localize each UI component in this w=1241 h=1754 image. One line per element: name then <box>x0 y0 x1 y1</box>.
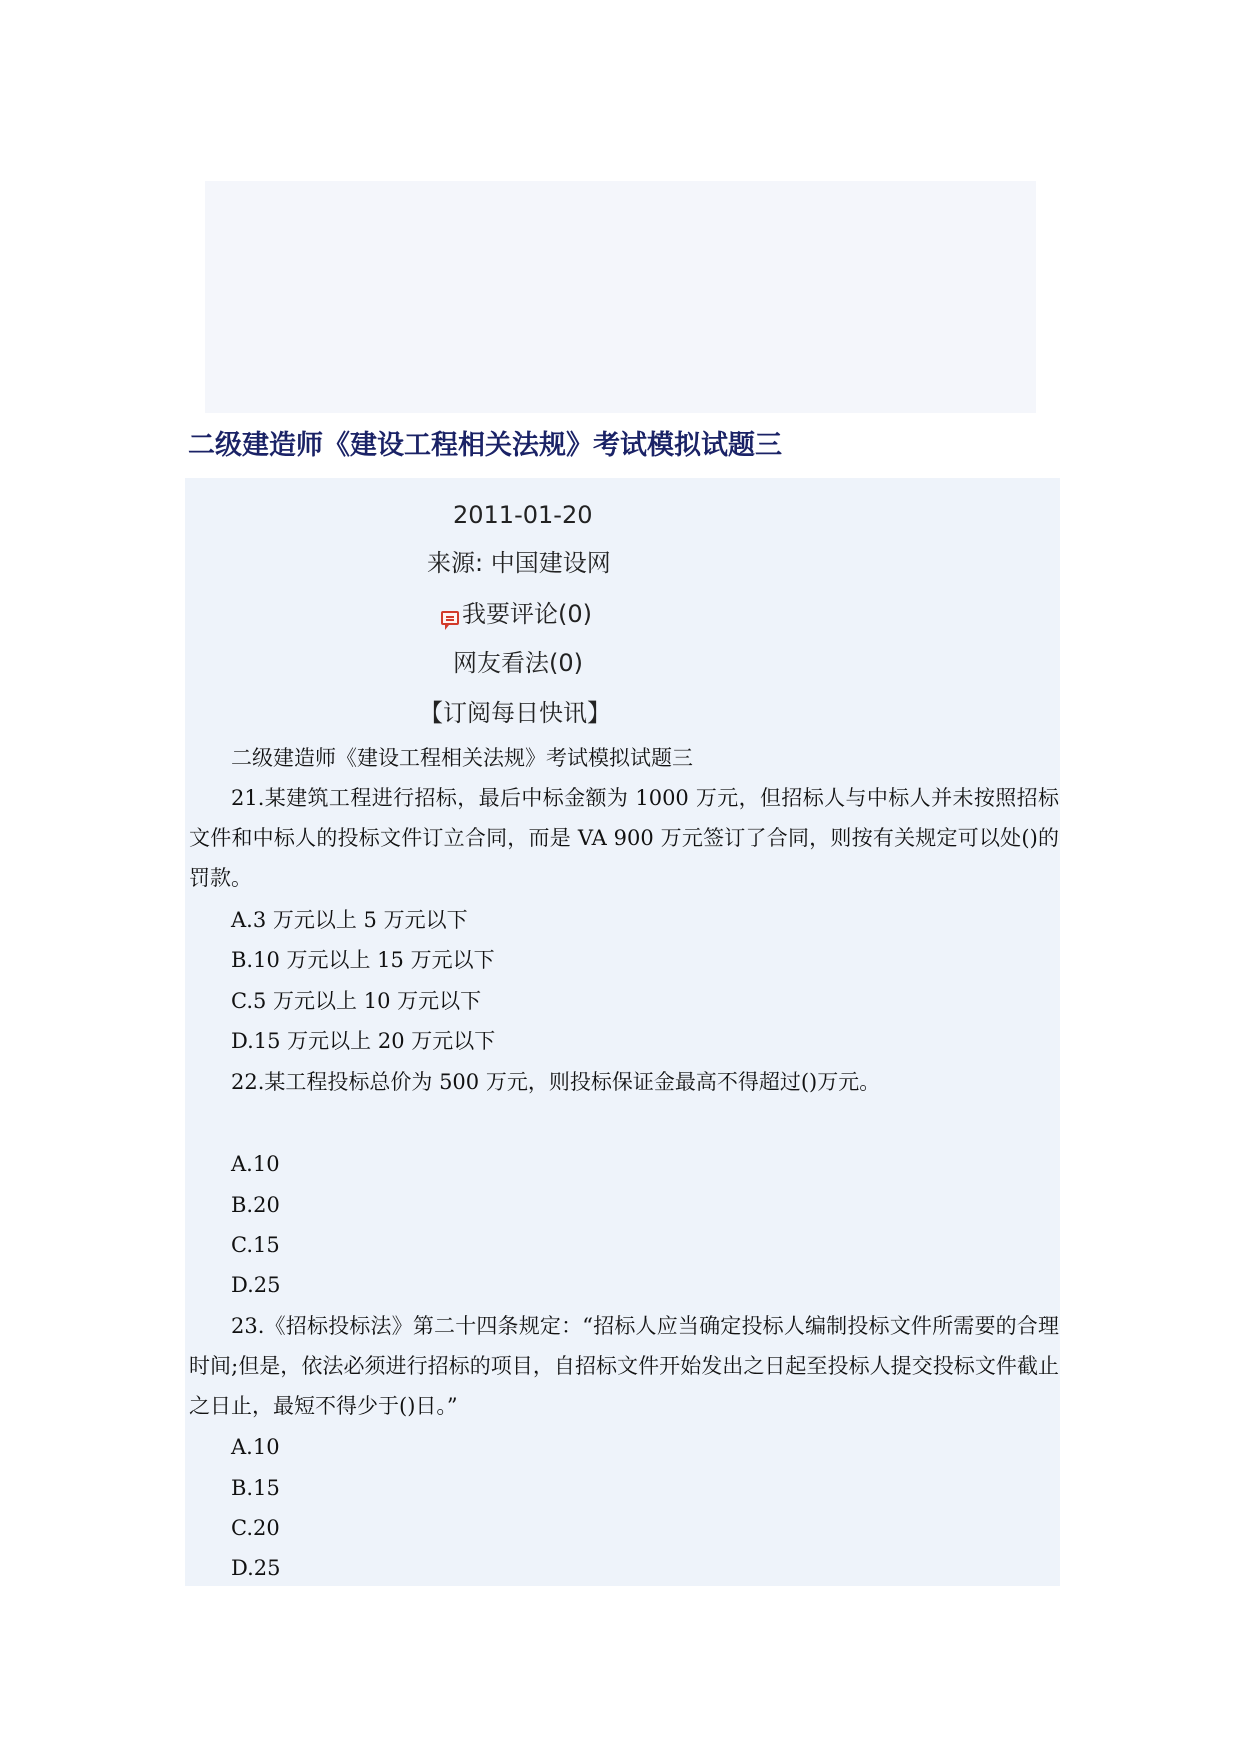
question-21-option-b: B.10 万元以上 15 万元以下 <box>231 948 495 972</box>
question-21-option-a: A.3 万元以上 5 万元以下 <box>231 908 468 932</box>
question-22-option-d: D.25 <box>231 1273 281 1297</box>
article-subheading: 二级建造师《建设工程相关法规》考试模拟试题三 <box>231 746 693 770</box>
question-21: 21.某建筑工程进行招标，最后中标金额为 1000 万元，但招标人与中标人并未按照招标文件和中标人的投标文件订立合同，而是 VA 900 万元签订了合同，则按有关规定可以处()的罚款。 <box>189 786 1059 890</box>
article-source: 来源: 中国建设网 <box>427 549 611 577</box>
comment-link[interactable] <box>441 599 592 629</box>
question-22-option-b: B.20 <box>231 1193 280 1217</box>
question-23-option-b: B.15 <box>231 1476 280 1500</box>
comment-link-label[interactable]: 我要评论(0) <box>462 600 592 628</box>
question-23: 23.《招标投标法》第二十四条规定：“招标人应当确定投标人编制投标文件所需要的合理时间;但是，依法必须进行招标的项目，自招标文件开始发出之日起至投标人提交投标文件截止之日止，最短不得少于()日。” <box>189 1314 1059 1418</box>
question-21-option-c: C.5 万元以上 10 万元以下 <box>231 989 482 1013</box>
ad-banner-placeholder <box>205 181 1036 413</box>
article-date: 2011-01-20 <box>453 501 593 529</box>
question-22-option-a: A.10 <box>231 1152 280 1176</box>
question-22-option-c: C.15 <box>231 1233 280 1257</box>
article-title: 二级建造师《建设工程相关法规》考试模拟试题三 <box>188 430 782 461</box>
subscribe-link[interactable]: 【订阅每日快讯】 <box>419 699 611 727</box>
question-21-option-d: D.15 万元以上 20 万元以下 <box>231 1029 496 1053</box>
question-22: 22.某工程投标总价为 500 万元，则投标保证金最高不得超过()万元。 <box>231 1070 881 1094</box>
question-23-option-c: C.20 <box>231 1516 280 1540</box>
comment-icon <box>441 611 459 625</box>
question-23-option-d: D.25 <box>231 1556 281 1580</box>
question-23-option-a: A.10 <box>231 1435 280 1459</box>
views-link[interactable]: 网友看法(0) <box>453 649 583 677</box>
